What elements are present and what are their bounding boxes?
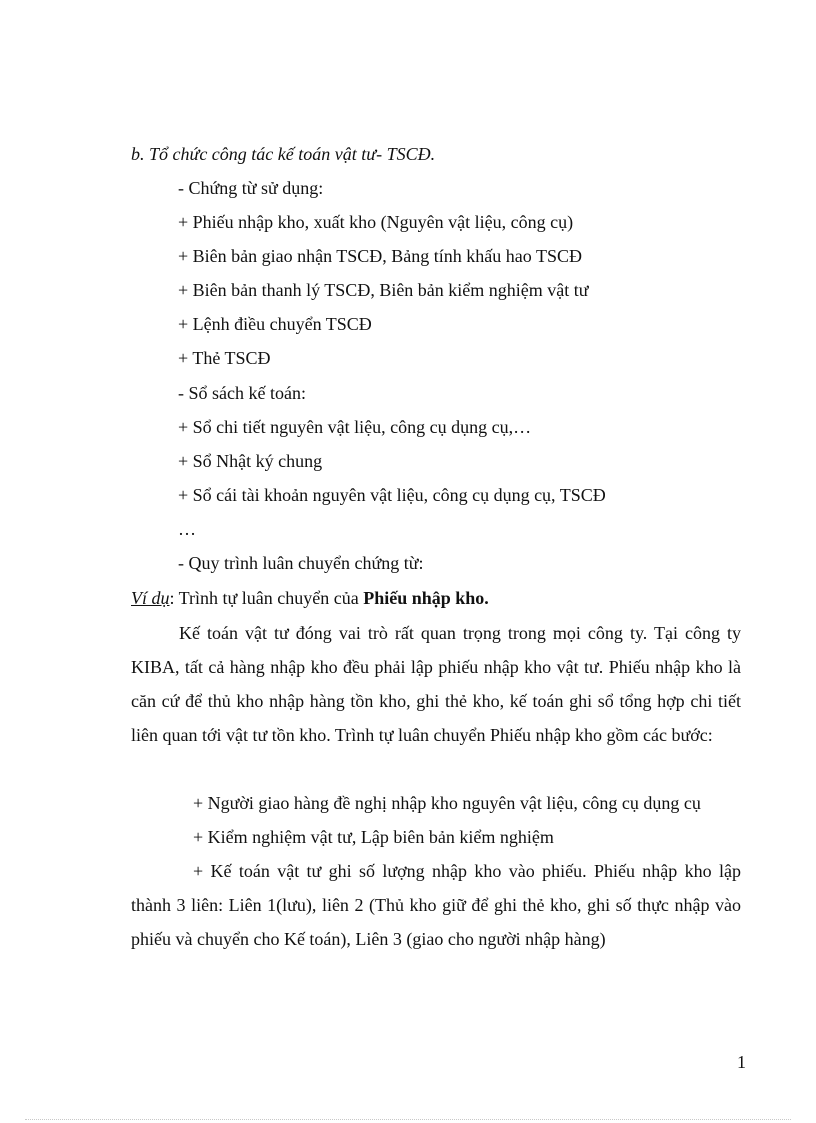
body-paragraph-text: Kế toán vật tư đóng vai trò rất quan trọng trong mọi công ty. Tại công ty KIBA, tất cả hàng nhập kho đều phải lập phiếu nhập kho vật tư. Phiếu nhập kho là căn cứ để thủ kho nhập hàng tồn kho, ghi thẻ kho, kế toán ghi sổ tổng hợp chi tiết liên quan tới vật tư tồn kho. Trình tự luân chuyển Phiếu nhập kho gồm các bước: bbox=[131, 623, 741, 745]
step-item: + Người giao hàng đề nghị nhập kho nguyên vật liệu, công cụ dụng cụ bbox=[193, 793, 701, 813]
list-item: + Thẻ TSCĐ bbox=[178, 348, 271, 368]
page-number: 1 bbox=[737, 1052, 746, 1072]
list-item: + Sổ Nhật ký chung bbox=[178, 451, 323, 471]
example-label: Ví dụ bbox=[131, 588, 170, 608]
ellipsis: … bbox=[178, 519, 196, 539]
example-bold-title: Phiếu nhập kho. bbox=[363, 588, 489, 608]
section-heading: b. Tổ chức công tác kế toán vật tư- TSCĐ. bbox=[131, 144, 436, 164]
step-item: + Kiểm nghiệm vật tư, Lập biên bản kiểm nghiệm bbox=[193, 827, 554, 847]
list-item: + Phiếu nhập kho, xuất kho (Nguyên vật liệu, công cụ) bbox=[178, 212, 574, 232]
accounting-books-title: - Sổ sách kế toán: bbox=[178, 383, 306, 403]
list-item: + Lệnh điều chuyển TSCĐ bbox=[178, 314, 372, 334]
example-text: : Trình tự luân chuyển của bbox=[169, 588, 364, 608]
footer-divider bbox=[25, 1119, 791, 1120]
list-item: + Biên bản giao nhận TSCĐ, Bảng tính khấu hao TSCĐ bbox=[178, 246, 582, 266]
documents-used-title: - Chứng từ sử dụng: bbox=[178, 178, 324, 198]
body-paragraph bbox=[131, 616, 741, 752]
process-title: - Quy trình luân chuyển chứng từ: bbox=[178, 553, 424, 573]
list-item: + Sổ cái tài khoản nguyên vật liệu, công cụ dụng cụ, TSCĐ bbox=[178, 485, 606, 505]
list-item: + Sổ chi tiết nguyên vật liệu, công cụ dụng cụ,… bbox=[178, 417, 532, 437]
step-paragraph-text: + Kế toán vật tư ghi số lượng nhập kho vào phiếu. Phiếu nhập kho lập thành 3 liên: Liên 1(lưu), liên 2 (Thủ kho giữ để ghi thẻ kho, ghi số thực nhập vào phiếu và chuyển cho Kế toán), Liên 3 (giao cho người nhập hàng) bbox=[131, 861, 741, 949]
step-paragraph bbox=[131, 854, 741, 956]
list-item: + Biên bản thanh lý TSCĐ, Biên bản kiểm nghiệm vật tư bbox=[178, 280, 589, 300]
example-line bbox=[131, 587, 489, 609]
